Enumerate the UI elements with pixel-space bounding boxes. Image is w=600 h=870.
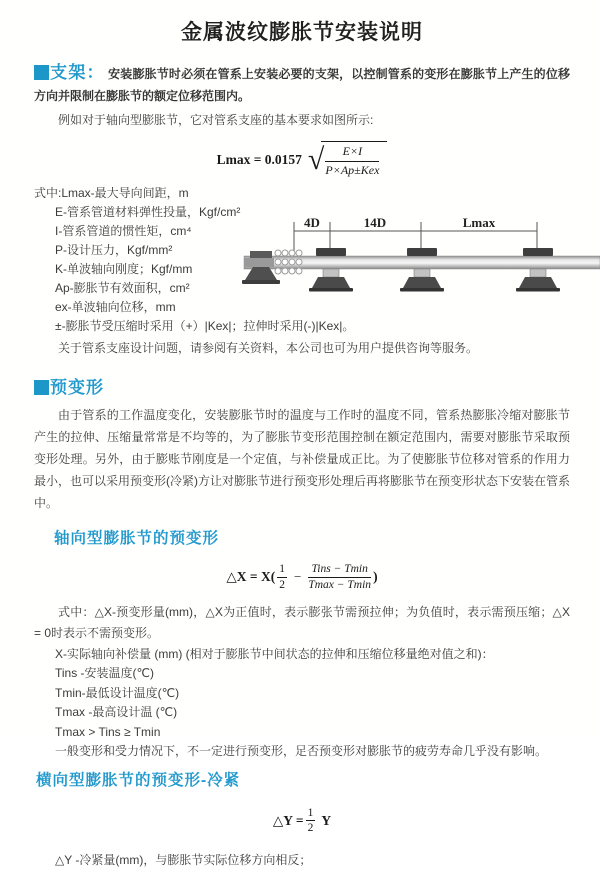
dim-label-4d: 4D bbox=[304, 215, 320, 231]
definition-item: 式中:Lmax-最大导向间距，m bbox=[34, 186, 189, 201]
minus-operator: − bbox=[294, 569, 302, 585]
predeform-section-heading bbox=[34, 373, 570, 398]
definition-item: Ap-膨胀节有效面积，cm² bbox=[55, 281, 190, 296]
support-section-heading bbox=[34, 63, 105, 82]
dim-label-14d: 14D bbox=[363, 215, 387, 231]
support-consult-text: 关于管系支座设计问题，请参阅有关资料，本公司也可为用户提供咨询等服务。 bbox=[58, 341, 479, 356]
lateral-note: △Y -冷紧量(mm)，与膨胀节实际位移方向相反； bbox=[55, 852, 312, 867]
axial-formula bbox=[34, 562, 570, 592]
support-example-text: 例如对于轴向型膨胀节，它对管系支座的基本要求如图所示: bbox=[58, 113, 374, 127]
pipe-support-diagram bbox=[242, 214, 600, 316]
lateral-subheading: 横向型膨胀节的预变形-冷紧 bbox=[36, 771, 241, 789]
temperature-condition: Tmax > Tins ≥ Tmin bbox=[55, 724, 161, 739]
lmax-formula-numerator: E×I bbox=[325, 144, 379, 162]
axial-formula-lhs: △X = X( bbox=[226, 569, 276, 585]
one-half-fraction: $\frac{1}{2}$ bbox=[307, 806, 314, 835]
axial-def-tmin: Tmin-最低设计温度(℃) bbox=[55, 685, 180, 700]
temperature-ratio-fraction: Tins − Tmin Tmax − Tmin bbox=[308, 563, 372, 591]
bellows-icon bbox=[275, 250, 302, 274]
blue-square-icon bbox=[34, 380, 49, 395]
saddle-support bbox=[516, 248, 560, 292]
definition-item: E-管系管道材料弹性投量，Kgf/cm² bbox=[55, 205, 241, 220]
support-heading-label: 支架： bbox=[50, 63, 105, 82]
lmax-formula-lhs: Lmax = 0.0157 bbox=[216, 151, 302, 167]
saddle-support bbox=[400, 248, 444, 292]
predeform-paragraph: 由于管系的工作温度变化，安装膨胀节时的温度与工作时的温度不同，管系热膨胀冷缩对膨胀节产生的拉伸、压缩量常常是不均等的，为了膨胀节变形范围控制在额定范围内，需要对膨胀节采取预变形处理。另外，由于膨账节刚度是一个定值，与补偿量成正比。为了使膨胀节位移对管系的作用力最小，也可以采用预变形(冷紧)方让对膨胀节进行预变形处理后再将膨胀节在预变形状态下安装在管系中。 bbox=[34, 408, 570, 511]
axial-def-tins: Tins -安装温度(℃) bbox=[55, 666, 155, 681]
one-half-fraction: 1 2 bbox=[279, 563, 285, 591]
axial-explanation-paragraph: 式中：△X-预变形量(mm)，△X为正值时，表示膨张节需预拉伸；为负值时，表示需预压缩；△X = 0时表示不需预变形。 bbox=[34, 604, 570, 641]
axial-formula-close: ) bbox=[373, 569, 378, 585]
definition-item: ex-单波轴向位移，mm bbox=[55, 300, 176, 315]
lmax-formula bbox=[34, 141, 570, 178]
lmax-formula-denominator: P×Ap±Kex bbox=[325, 162, 380, 177]
definition-item: I-管系管道的惯性矩，cm⁴ bbox=[55, 224, 192, 239]
lateral-formula bbox=[34, 806, 570, 836]
predeform-heading-label: 预变形 bbox=[50, 378, 104, 398]
definition-item: ±-膨胀节受压缩时采用（+）|Kex|；拉伸时采用(-)|Kex|。 bbox=[55, 319, 355, 334]
definition-item: P-设计压力，Kgf/mm² bbox=[55, 243, 173, 258]
blue-square-icon bbox=[34, 65, 49, 80]
axial-def-tmax: Tmax -最高设计温 (℃) bbox=[55, 705, 178, 720]
sqrt-symbol: √ bbox=[307, 143, 325, 177]
page-title: 金属波纹膨胀节安装说明 bbox=[181, 21, 423, 44]
support-intro-text: 安装膨胀节时必须在管系上安装必要的支架，以控制管系的变形在膨胀节上产生的位移方向并限制在膨胀节的额定位移范围内。 bbox=[34, 67, 570, 103]
support-intro-paragraph bbox=[34, 62, 570, 107]
saddle-support bbox=[309, 248, 353, 292]
axial-def-x: X-实际轴向补偿量 (mm) (相对于膨胀节中间状态的拉伸和压缩位移量绝对值之和)： bbox=[55, 646, 494, 661]
definition-item: K-单波轴向刚度；Kgf/mm bbox=[55, 262, 193, 277]
definitions-and-diagram bbox=[34, 184, 570, 336]
lateral-formula-y: Y bbox=[321, 812, 332, 828]
axial-subheading: 轴向型膨胀节的预变形 bbox=[54, 530, 220, 548]
axial-note: 一般变形和受力情况下，不一定进行预变形，足否预变形对膨胀节的疲劳寿命几乎没有影响。 bbox=[55, 744, 548, 759]
lateral-formula-lhs: △Y = bbox=[272, 812, 304, 828]
dim-label-lmax: Lmax bbox=[462, 215, 496, 231]
sqrt-radicand bbox=[321, 141, 387, 178]
